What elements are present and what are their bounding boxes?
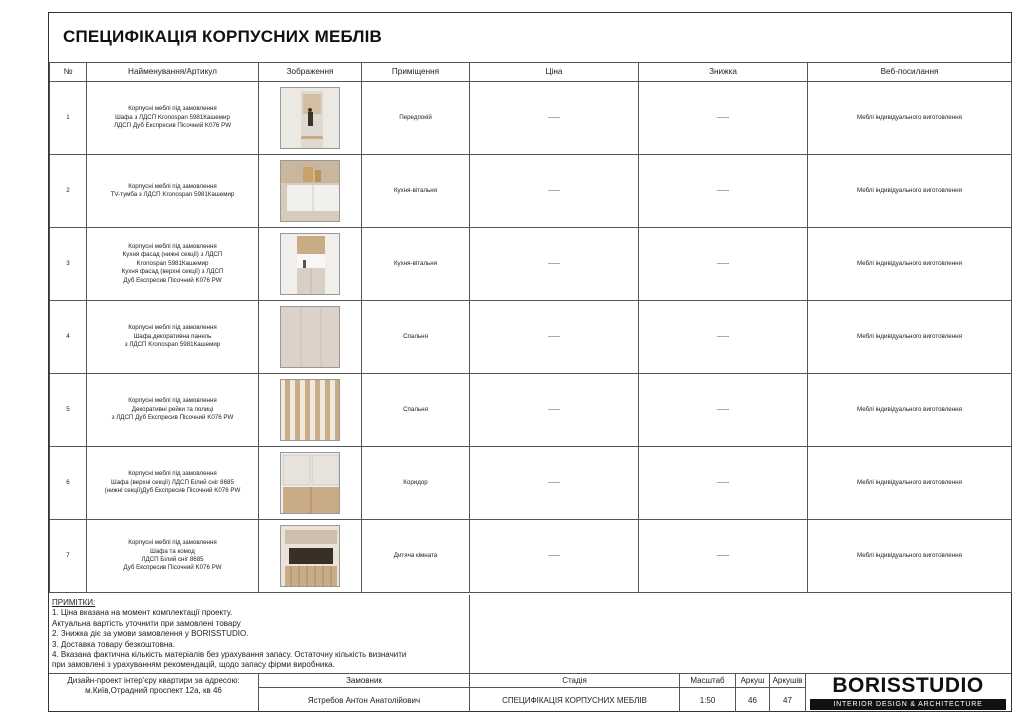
item-room: Спальня (362, 374, 470, 447)
item-price: ------ (470, 82, 639, 155)
item-name-line: ЛДСП Дуб Експресив Пісочний K076 PW (113, 122, 232, 130)
col-header-image: Зображення (259, 63, 362, 82)
item-discount: ------ (639, 301, 808, 374)
item-name-line: ЛДСП Білий сніг 8685 (141, 556, 204, 563)
item-link: Меблі індивідуального виготовлення (808, 155, 1012, 228)
item-name-line: Кухня фасад (нижні секції) з ЛДСП (122, 251, 223, 259)
project-description: Дизайн-проект інтер'єру квартири за адресою: м.Київ,Отрадний проспект 12а, кв 46 (67, 676, 240, 695)
item-name-line: Корпусні меблі під замовлення (128, 397, 217, 405)
item-room: Спальня (362, 301, 470, 374)
client-label: Замовник (346, 676, 382, 685)
item-name-line: Дуб Експресив Пісочний K076 PW (123, 276, 222, 284)
item-link: Меблі індивідуального виготовлення (808, 520, 1012, 593)
item-image (259, 301, 362, 374)
item-name-line: Шафа з ЛДСП Kronospan 5981Кашемир (115, 113, 230, 121)
item-image (259, 155, 362, 228)
col-header-name: Найменування/Артикул (87, 63, 259, 82)
item-name-line: з ЛДСП Дуб Експресив Пісочний K076 PW (111, 414, 234, 422)
item-discount: ------ (639, 447, 808, 520)
brand-logo (807, 675, 1009, 711)
notes-blank-area (469, 595, 1012, 673)
kitchen-icon (280, 233, 340, 295)
notes-line: 1. Ціна вказана на момент комплектації проекту. (52, 608, 233, 618)
dresser-icon (280, 525, 340, 587)
stage-value: СПЕЦИФІКАЦІЯ КОРПУСНИХ МЕБЛІВ (502, 696, 647, 705)
wardrobe-icon (280, 87, 340, 149)
cabinet-icon (280, 452, 340, 514)
stage-label: Стадія (562, 676, 587, 685)
item-name-line: Дуб Експресив Пісочний K076 PW (123, 564, 222, 572)
sheets-label: Аркушів (772, 676, 803, 685)
item-room: Кухня-вітальня (362, 228, 470, 301)
item-name (87, 374, 259, 447)
item-image (259, 374, 362, 447)
item-price: ------ (470, 228, 639, 301)
item-image (259, 447, 362, 520)
table-row (50, 301, 1012, 374)
item-name-line: Корпусні меблі під замовлення (128, 539, 217, 547)
item-name (87, 82, 259, 155)
item-discount: ------ (639, 82, 808, 155)
notes-line: при замовлені з урахуванням рекомендацій, щодо запасу фірми виробника. (52, 660, 335, 670)
brand-name: BORISSTUDIO (832, 674, 984, 697)
item-discount: ------ (639, 520, 808, 593)
item-price: ------ (470, 520, 639, 593)
sheets-value: 47 (783, 696, 792, 705)
item-discount: ------ (639, 374, 808, 447)
scale-value: 1:50 (699, 696, 716, 705)
item-name-line: Кухня фасад (верхні секції) з ЛДСП (121, 268, 224, 276)
scale-label: Масштаб (690, 676, 725, 685)
item-price: ------ (470, 374, 639, 447)
item-discount: ------ (639, 155, 808, 228)
item-name-line: Шафа та комод (150, 547, 195, 555)
item-name-line: Декоративні рейки та полиці (131, 405, 214, 413)
table-row (50, 155, 1012, 228)
row-number: 1 (50, 82, 87, 155)
item-link: Меблі індивідуального виготовлення (808, 447, 1012, 520)
item-room: Коридор (362, 447, 470, 520)
notes-line: 3. Доставка товару безкоштовна. (52, 639, 175, 649)
col-header-price: Ціна (470, 63, 639, 82)
item-name (87, 228, 259, 301)
item-name-line: Корпусні меблі під замовлення (128, 182, 217, 190)
item-room: Дитяча кімната (362, 520, 470, 593)
table-row (50, 374, 1012, 447)
col-header-room: Приміщення (362, 63, 470, 82)
item-price: ------ (470, 301, 639, 374)
table-row (50, 228, 1012, 301)
row-number: 3 (50, 228, 87, 301)
sheet-label: Аркуш (740, 676, 765, 685)
notes-header: ПРИМІТКИ: (52, 598, 96, 607)
table-row (50, 82, 1012, 155)
row-number: 5 (50, 374, 87, 447)
client-name: Ястребов Антон Анатолійович (307, 696, 421, 705)
brand-subtitle: INTERIOR DESIGN & ARCHITECTURE (810, 699, 1006, 710)
slats-icon (280, 379, 340, 441)
col-header-num: № (50, 63, 87, 82)
row-number: 4 (50, 301, 87, 374)
sheet-value: 46 (748, 696, 757, 705)
item-name-line: TV-тумба з ЛДСП Kronospan 5981Кашемир (110, 191, 235, 198)
item-name (87, 155, 259, 228)
item-link: Меблі індивідуального виготовлення (808, 301, 1012, 374)
item-name-line: Корпусні меблі під замовлення (128, 243, 217, 251)
item-name (87, 447, 259, 520)
spec-table (49, 62, 1012, 593)
item-name (87, 301, 259, 374)
item-name-line: (нижні секції)Дуб Експресив Пісочний K076 PW (104, 487, 241, 495)
row-number: 2 (50, 155, 87, 228)
col-header-link: Веб-посилання (808, 63, 1012, 82)
notes-line: 2. Знижка діє за умови замовлення у BORISSTUDIO. (52, 629, 249, 639)
item-image (259, 228, 362, 301)
item-name-line: Шафа,декоративна панель (133, 332, 212, 340)
notes-line: Актуальна вартість уточнити при замовлені товару (52, 618, 241, 628)
item-discount: ------ (639, 228, 808, 301)
item-name-line: Корпусні меблі під замовлення (128, 105, 217, 113)
item-name-line: Шафа (верхні секції) ЛДСП Білий сніг 8685 (111, 478, 234, 486)
table-header-row (50, 63, 1012, 82)
tv-stand-icon (280, 160, 340, 222)
item-price: ------ (470, 155, 639, 228)
col-header-discount: Знижка (639, 63, 808, 82)
item-link: Меблі індивідуального виготовлення (808, 228, 1012, 301)
row-number: 7 (50, 520, 87, 593)
notes-line: 4. Вказана фактична кількість матеріалів без урахування запасу. Остаточну кількість визначити (52, 649, 407, 659)
item-room: Кухня-вітальня (362, 155, 470, 228)
item-name (87, 520, 259, 593)
item-price: ------ (470, 447, 639, 520)
spec-sheet (48, 12, 1012, 712)
panel-icon (280, 306, 340, 368)
item-name-line: Корпусні меблі під замовлення (128, 470, 217, 478)
item-name-line: Kronospan 5981Кашемир (136, 259, 209, 267)
title-block (49, 673, 1011, 712)
item-room: Передпокій (362, 82, 470, 155)
item-name-line: Корпусні меблі під замовлення (128, 324, 217, 332)
item-link: Меблі індивідуального виготовлення (808, 82, 1012, 155)
table-row (50, 520, 1012, 593)
item-link: Меблі індивідуального виготовлення (808, 374, 1012, 447)
page-title: СПЕЦИФІКАЦІЯ КОРПУСНИХ МЕБЛІВ (63, 27, 383, 46)
table-row (50, 447, 1012, 520)
item-image (259, 520, 362, 593)
item-image (259, 82, 362, 155)
item-name-line: з ЛДСП Kronospan 5981Кашемир (124, 341, 221, 349)
row-number: 6 (50, 447, 87, 520)
notes (49, 595, 469, 673)
